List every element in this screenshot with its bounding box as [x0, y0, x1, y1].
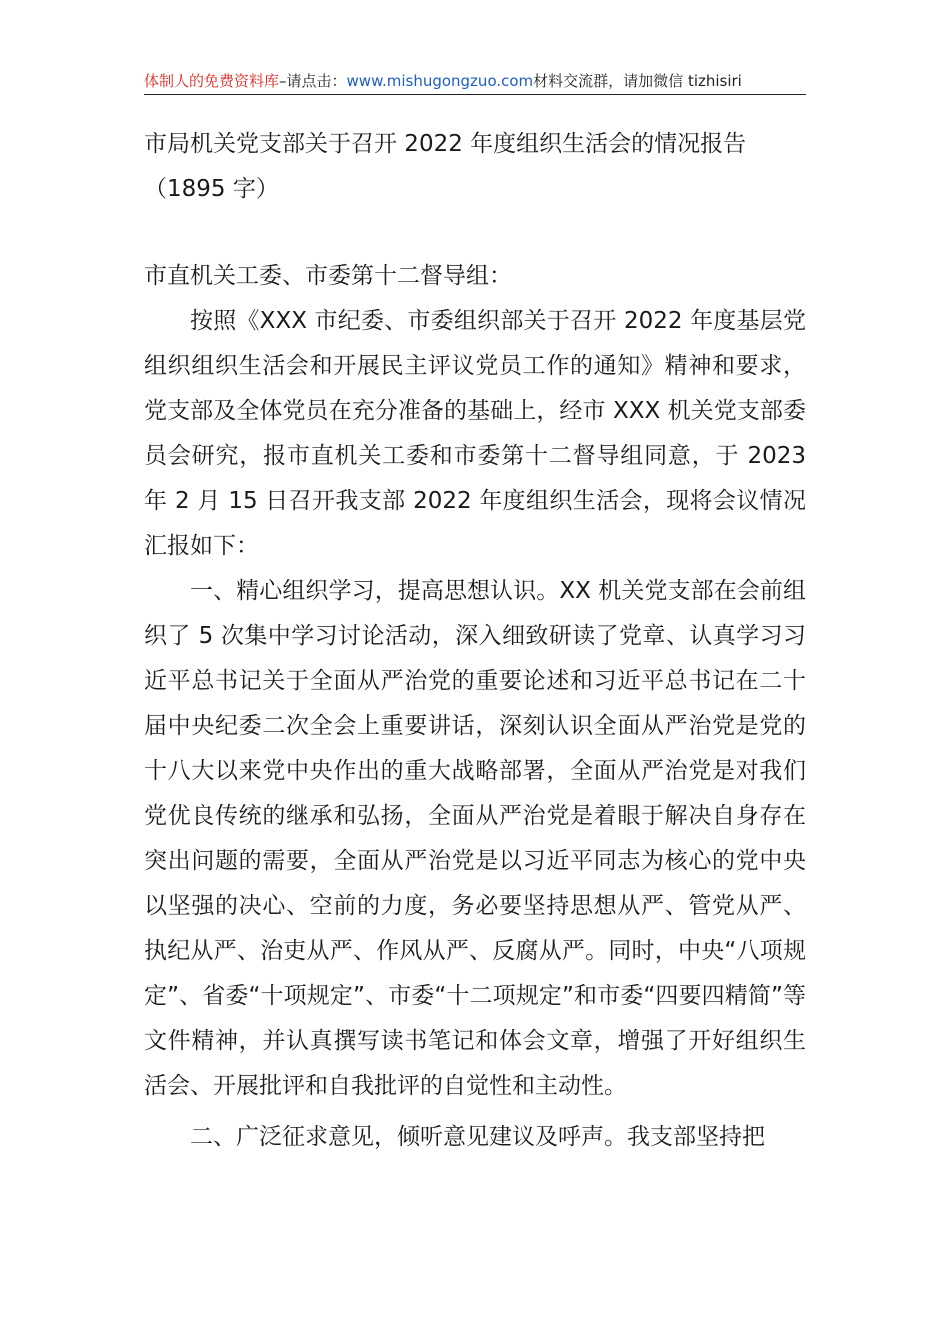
document-title: 市局机关党支部关于召开 2022 年度组织生活会的情况报告 — [144, 131, 747, 157]
paragraph-section-1: 一、精心组织学习，提高思想认识。XX 机关党支部在会前组织了 5 次集中学习讨论活动，深入细致研读了党章、认真学习习近平总书记关于全面从严治党的重要论述和习近平总书记在二十届中央纪委二次全会上重要讲话，深刻认识全面从严治党是党的十八大以来党中央作出的重大战略部署，全面从严治党是对我们党优良传统的继承和弘扬，全面从严治党是着眼于解决自身存在突出问题的需要，全面从严治党是以习近平同志为核心的党中央以坚强的决心、空前的力度，务必要坚持思想从严、管党从严、执纪从严、治吏从严、作风从严、反腐从严。同时，中央“八项规定”、省委“十项规定”、市委“十二项规定”和市委“四要四精简”等文件精神，并认真撰写读书笔记和体会文章，增强了开好组织生活会、开展批评和自我批评的自觉性和主动性。 — [144, 578, 806, 1099]
addressee: 市直机关工委、市委第十二督导组： — [144, 263, 512, 289]
word-count: （1895 字） — [144, 176, 279, 202]
paragraph-intro: 按照《XXX 市纪委、市委组织部关于召开 2022 年度基层党组织组织生活会和开展民主评议党员工作的通知》精神和要求，党支部及全体党员在充分准备的基础上，经市 XXX 机关党支部委员会研究，报市直机关工委和市委第十二督导组同意，于 2023 年 2 月 15 日召开我支部 2022 年度组织生活会，现将会议情况汇报如下： — [144, 308, 806, 559]
page-header — [144, 70, 806, 95]
header-tail: 材料交流群，请加微信 tizhisiri — [533, 72, 742, 90]
header-url-link[interactable]: www.mishugongzuo.com — [346, 72, 534, 90]
header-prompt: –请点击： — [279, 72, 347, 90]
paragraph-section-2: 二、广泛征求意见，倾听意见建议及呼声。我支部坚持把 — [190, 1124, 765, 1150]
header-brand: 体制人的免费资料库 — [144, 72, 280, 90]
document-body — [144, 122, 806, 1160]
